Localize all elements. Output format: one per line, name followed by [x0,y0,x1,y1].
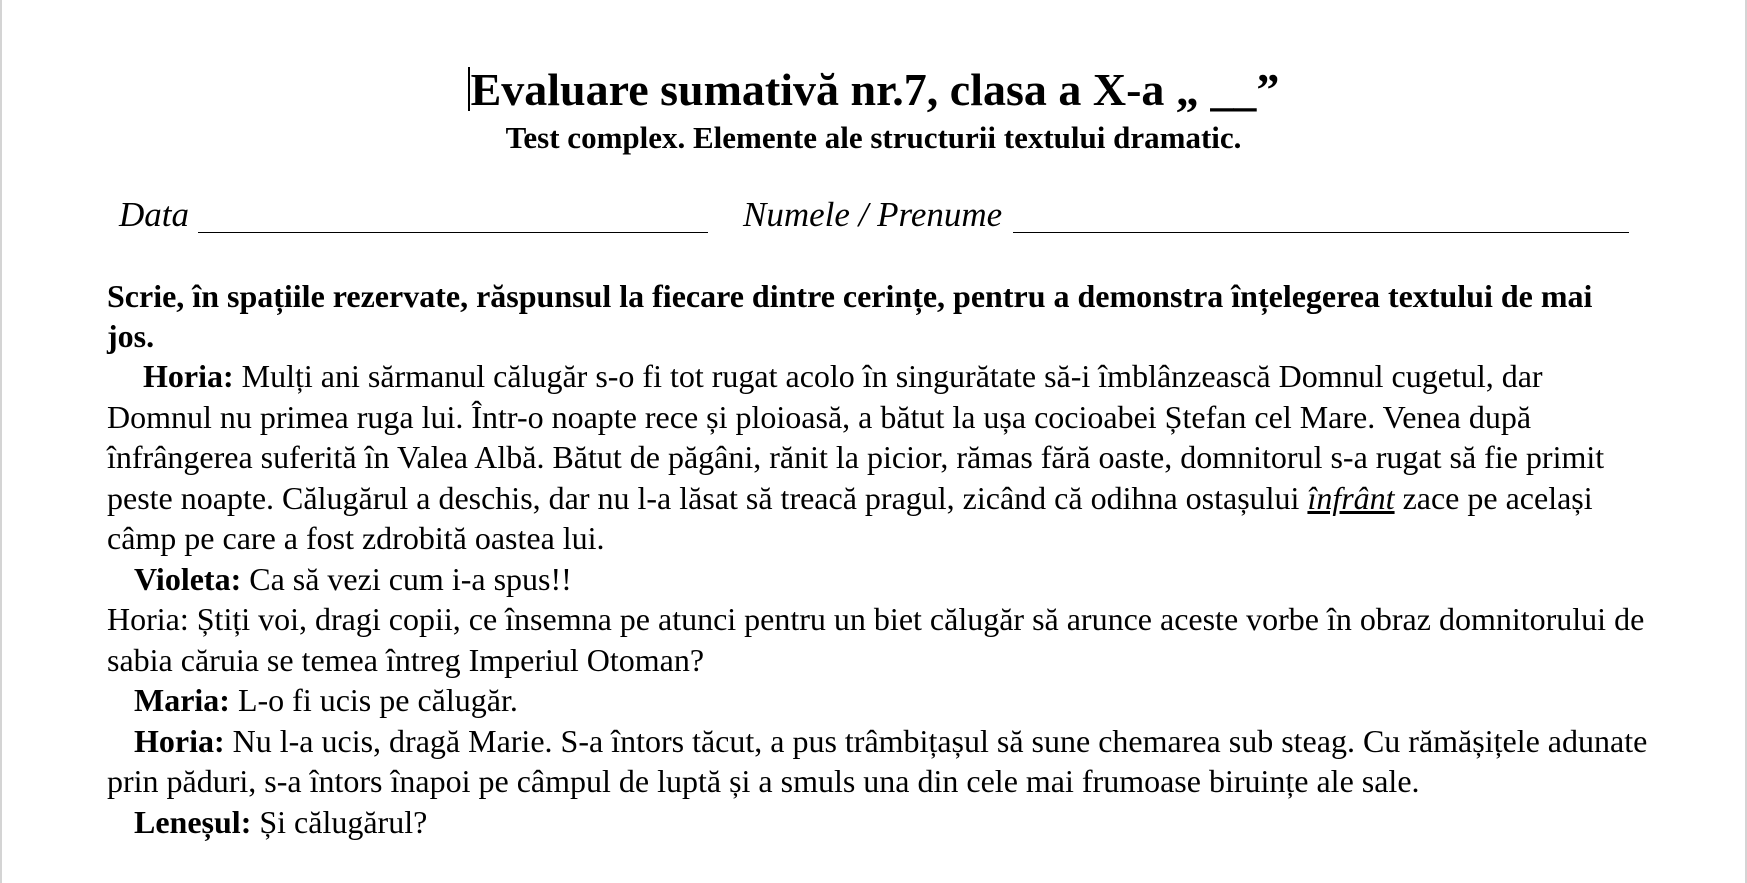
name-blank-line[interactable] [1013,232,1629,234]
dialogue-line [107,599,1652,680]
line-text: zace pe același câmp pe care a fost zdrobită oastea lui. [107,479,1593,556]
dialogue-line [107,802,1652,843]
line-text: Și călugărul? [251,803,428,840]
name-label: Numele / Prenume [743,195,1003,234]
line-text: L-o fi ucis pe călugăr. [229,682,518,718]
dialogue-line [107,356,1652,559]
speaker-name: Violeta: [134,560,242,597]
document-title-line [0,62,1747,118]
dramatic-text[interactable] [107,356,1652,842]
line-text: Ca să vezi cum i-a spus!! [241,560,572,597]
dialogue-line [107,559,1652,600]
date-blank-line[interactable] [198,232,708,234]
speaker-name: Maria: [134,682,230,718]
student-fields-row [0,190,1747,240]
document-title[interactable]: Evaluare sumativă nr.7, clasa a X-a „ __” [470,64,1280,115]
speaker-name: Horia: [134,722,225,759]
date-label: Data [119,195,189,234]
speaker-name: Horia: [143,358,234,394]
task-instruction[interactable]: Scrie, în spațiile rezervate, răspunsul la fiecare dintre cerințe, pentru a demonstra înțelegerea textului de mai jos. [107,278,1593,354]
document-subtitle[interactable]: Test complex. Elemente ale structurii textului dramatic. [505,120,1242,155]
line-text: Nu l-a ucis, dragă Marie. S-a întors tăcut, a pus trâmbițașul să sune chemarea sub steag. Cu rămășițele adunate prin păduri, s-a întors înapoi pe câmpul de luptă și a smuls una din cele mai frumoase biruințe ale sale. [107,722,1648,799]
dialogue-line [107,721,1652,802]
speaker-name: Leneșul: [134,803,252,840]
line-text: Horia: Știți voi, dragi copii, ce însemna pe atunci pentru un biet călugăr să arunce aceste vorbe în obraz domnitorului de sabia căruia se temea întreg Imperiul Otoman? [107,601,1645,678]
emphasized-word: înfrânt [1307,479,1395,516]
text-cursor [468,67,470,111]
line-text: Mulți ani sărmanul călugăr s-o fi tot rugat acolo în singurătate să-i îmblânzească Domnul cugetul, dar Domnul nu primea ruga lui. Într-o noapte rece și ploioasă, a bătut la ușa cocioabei Ștefan cel Mare. Venea după înfrângerea suferită în Valea Albă. Bătut de păgâni, rănit la picior, rămas fără oaste, domnitorul s-a rugat să fie primit peste noapte. Călugărul a deschis, dar nu l-a lăsat să treacă pragul, zicând că odihna ostașului [107,358,1605,516]
dialogue-line [107,680,1652,721]
